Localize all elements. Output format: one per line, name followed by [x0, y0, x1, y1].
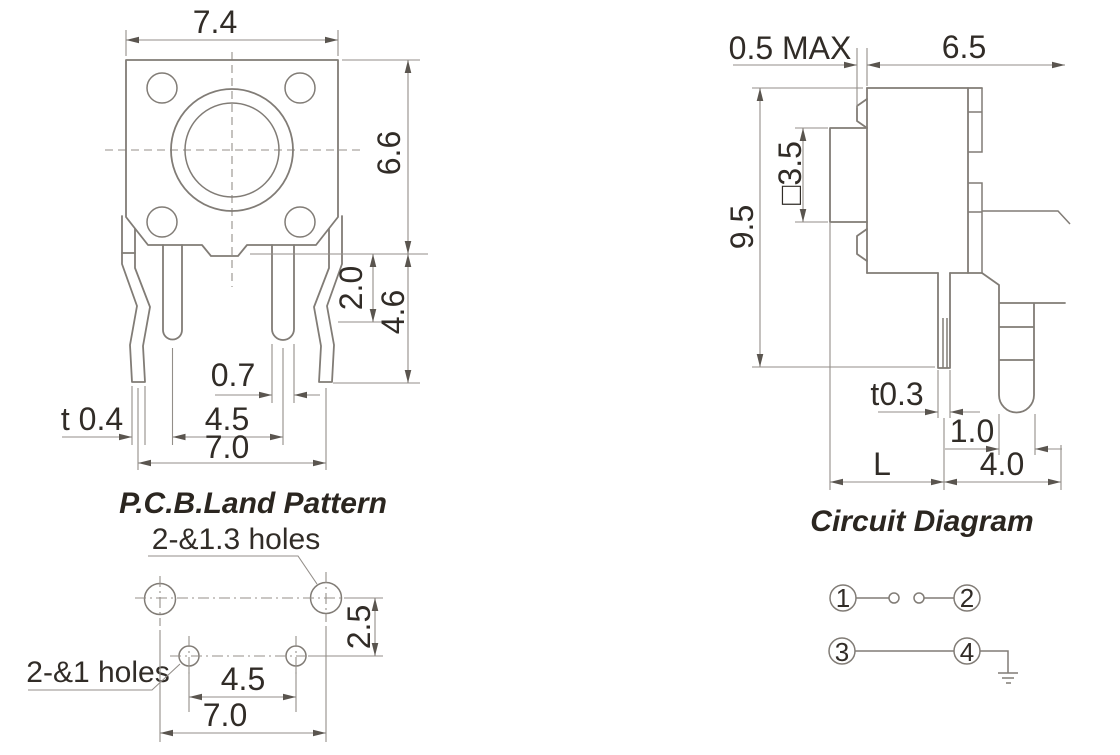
side-plunger [830, 128, 867, 222]
circuit-title: Circuit Diagram [810, 505, 1034, 538]
side-dim-leg-width: 1.0 [949, 413, 995, 449]
pcb-title: P.C.B.Land Pattern [119, 487, 387, 520]
pcb-label-large-holes: 2-&1.3 holes [151, 523, 321, 556]
front-dim-thickness: t 0.4 [60, 401, 124, 437]
pcb-leader-large-holes [148, 556, 317, 584]
pcb-dim-large-pitch: 7.0 [202, 697, 248, 733]
pcb-land-pattern [26, 487, 387, 742]
front-corner-hole-tr [285, 73, 315, 103]
side-snap-leg [982, 273, 1065, 413]
front-left-pin [163, 245, 182, 340]
side-terminal-block-bottom [968, 183, 982, 273]
front-corner-hole-bl [147, 207, 177, 237]
side-dim-protrusion: 0.5 MAX [728, 30, 852, 66]
front-right-pin [272, 245, 294, 340]
front-view [61, 4, 428, 470]
front-dim-pin-pitch: 4.5 [204, 401, 250, 437]
side-terminal-block-top [968, 88, 982, 152]
circuit-contact-right [914, 593, 924, 603]
pcb-dim-small-pitch: 4.5 [220, 661, 266, 697]
side-dim-height: 9.5 [724, 204, 760, 250]
circuit-terminal-2-label: 2 [959, 583, 975, 613]
pcb-label-small-holes: 2-&1 holes [26, 656, 170, 689]
side-terminal-lead [982, 211, 1070, 224]
side-dim-terminal-thickness: t0.3 [870, 376, 924, 412]
front-corner-hole-tl [147, 73, 177, 103]
side-dim-stem-square: □3.5 [772, 141, 808, 205]
front-dim-pin-width: 0.7 [210, 357, 256, 393]
circuit-contact-left [889, 593, 899, 603]
front-dim-width: 7.4 [192, 4, 238, 40]
side-dim-length-l: L [873, 446, 891, 482]
circuit-terminal-4-label: 4 [959, 637, 975, 667]
side-center-pin [938, 273, 950, 368]
ground-icon [998, 673, 1018, 683]
pcb-dim-row-spacing: 2.5 [341, 604, 377, 650]
circuit-diagram [810, 505, 1033, 683]
circuit-wire-ground [980, 651, 1008, 673]
side-dim-depth: 6.5 [941, 29, 987, 65]
front-corner-hole-br [285, 207, 315, 237]
side-dim-leg-offset: 4.0 [979, 446, 1025, 482]
circuit-terminal-3-label: 3 [834, 637, 850, 667]
front-dim-leg-length: 4.6 [375, 289, 411, 335]
side-front-bump-top [857, 99, 867, 128]
front-dim-leg-pitch: 7.0 [204, 429, 250, 465]
front-dim-shoulder: 2.0 [333, 265, 369, 311]
side-view [724, 29, 1070, 490]
circuit-terminal-1-label: 1 [835, 583, 851, 613]
side-front-bump-bottom [857, 229, 867, 261]
front-dim-height: 6.6 [371, 130, 407, 176]
